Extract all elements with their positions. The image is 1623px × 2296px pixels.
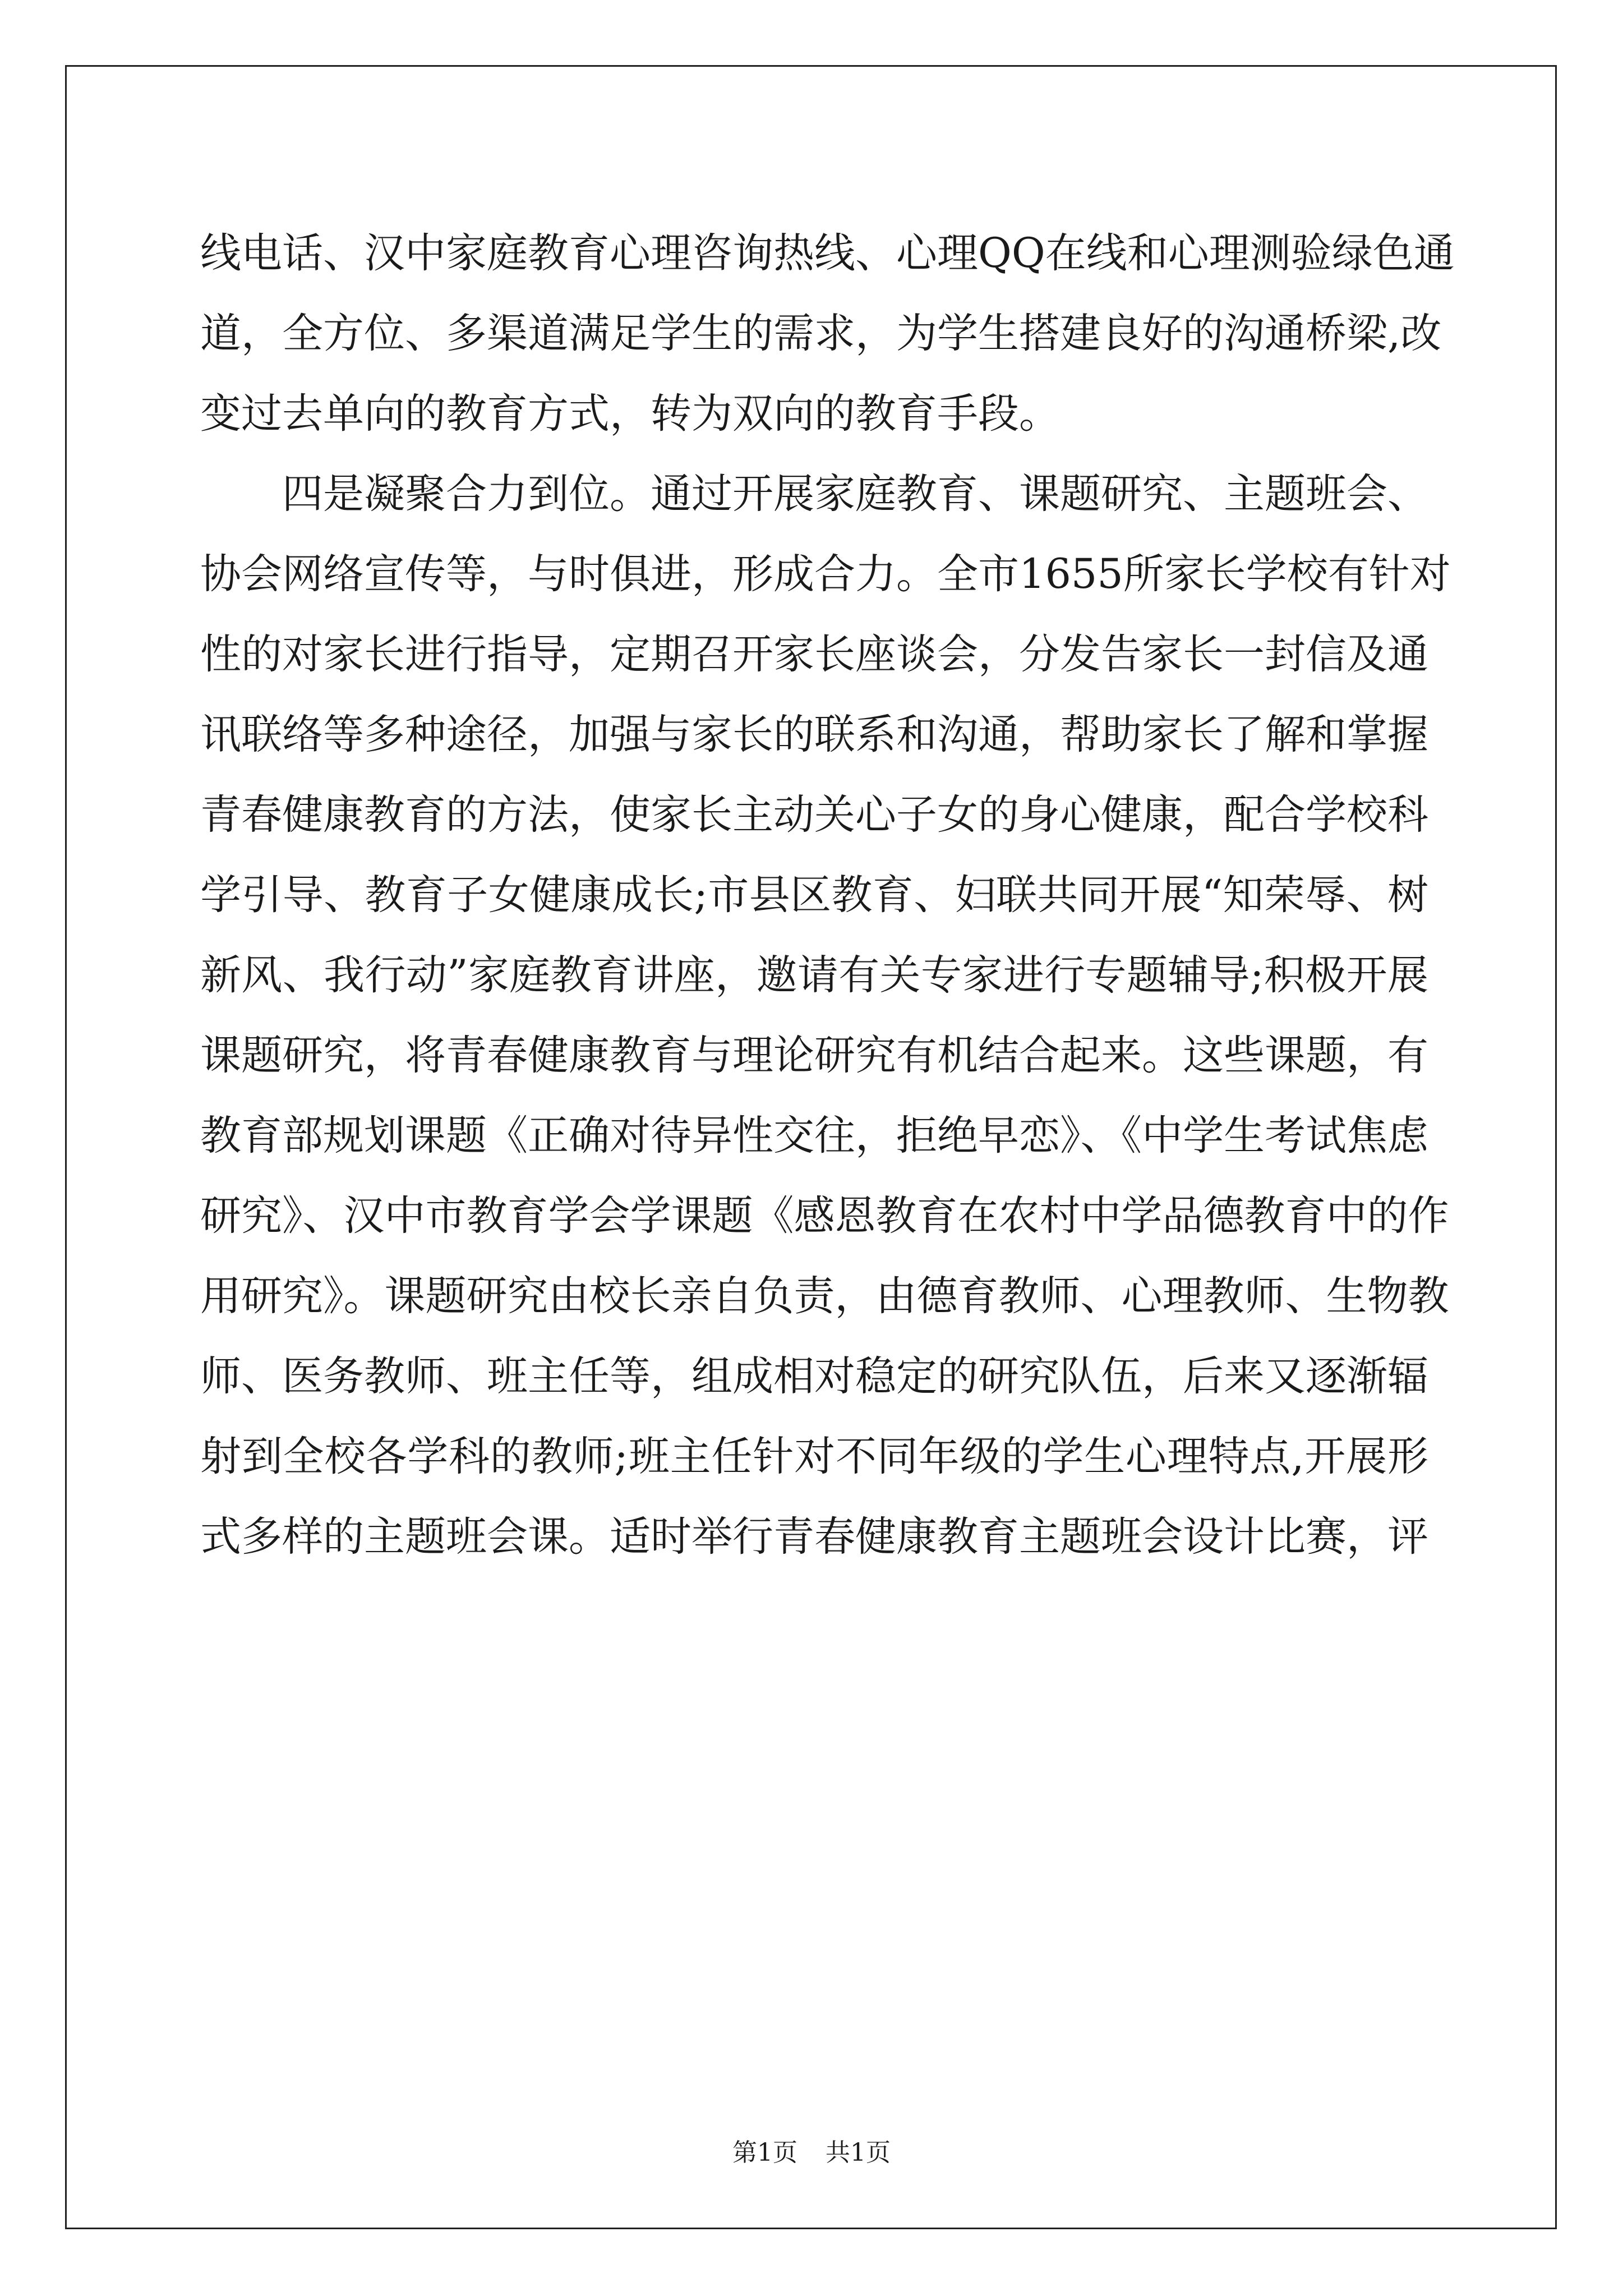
page-footer: [0, 2136, 1623, 2170]
page-total: 共1页: [826, 2138, 891, 2167]
text-line: 道，全方位、多渠道满足学生的需求，为学生搭建良好的沟通桥梁,改: [200, 310, 1442, 357]
text-line: 青春健康教育的方法，使家长主动关心子女的身心健康，配合学校科: [200, 791, 1428, 839]
text-line: 式多样的主题班会课。适时举行青春健康教育主题班会设计比赛，评: [200, 1513, 1428, 1561]
text-line: 性的对家长进行指导，定期召开家长座谈会，分发告家长一封信及通: [200, 631, 1428, 678]
document-body: [200, 213, 1455, 1577]
text-line: 变过去单向的教育方式，转为双向的教育手段。: [200, 390, 1060, 438]
text-line: 课题研究，将青春健康教育与理论研究有机结合起来。这些课题，有: [200, 1032, 1428, 1079]
text-line: 教育部规划课题《正确对待异性交往，拒绝早恋》、《中学生考试焦虑: [200, 1112, 1428, 1159]
text-line: 讯联络等多种途径，加强与家长的联系和沟通，帮助家长了解和掌握: [200, 711, 1428, 758]
text-line: 协会网络宣传等，与时俱进，形成合力。全市1655所家长学校有针对: [200, 550, 1451, 598]
text-line: 研究》、汉中市教育学会学课题《感恩教育在农村中学品德教育中的作: [200, 1192, 1449, 1240]
page-number: 第1页: [732, 2138, 797, 2167]
text-line: 四是凝聚合力到位。通过开展家庭教育、课题研究、主题班会、: [282, 470, 1428, 518]
text-line: 线电话、汉中家庭教育心理咨询热线、心理QQ在线和心理测验绿色通: [200, 229, 1455, 277]
text-line: 射到全校各学科的教师;班主任针对不同年级的学生心理特点,开展形: [200, 1433, 1428, 1480]
text-line: 用研究》。课题研究由校长亲自负责，由德育教师、心理教师、生物教: [200, 1272, 1449, 1320]
text-line: 新风、我行动”家庭教育讲座，邀请有关专家进行专题辅导;积极开展: [200, 951, 1428, 999]
text-line: 师、医务教师、班主任等，组成相对稳定的研究队伍，后来又逐渐辐: [200, 1352, 1428, 1400]
text-line: 学引导、教育子女健康成长;市县区教育、妇联共同开展“知荣辱、树: [200, 871, 1428, 919]
